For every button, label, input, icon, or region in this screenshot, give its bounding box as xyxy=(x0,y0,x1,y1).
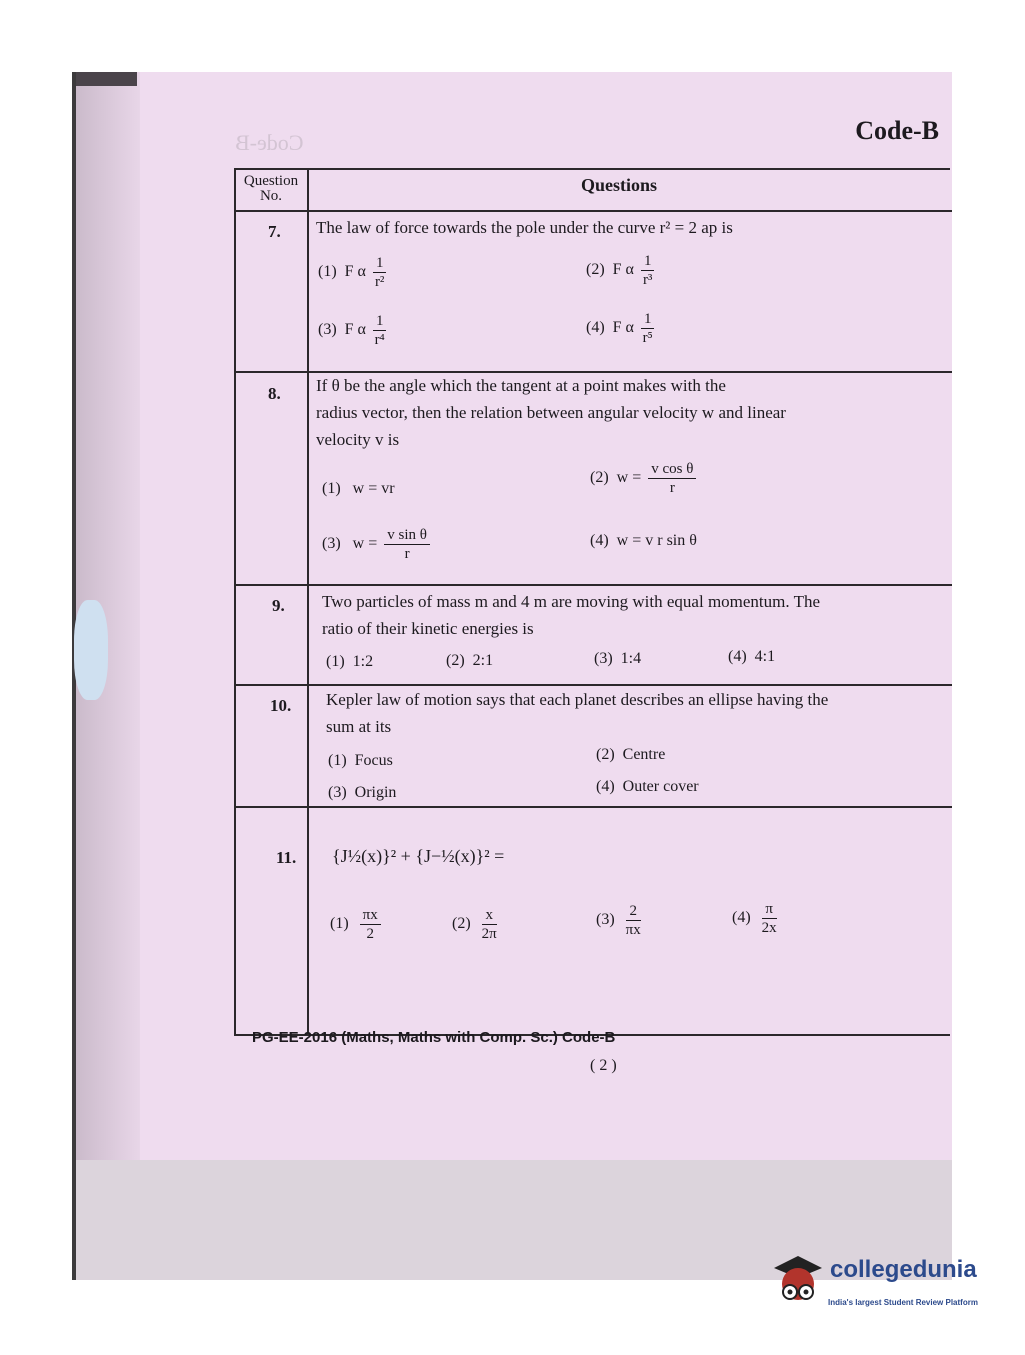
option-prefix: w = xyxy=(616,469,642,487)
collegedunia-logo xyxy=(770,1250,1000,1320)
fraction-numerator: π xyxy=(762,900,777,919)
option xyxy=(318,254,386,291)
option xyxy=(322,480,395,498)
option xyxy=(590,532,697,550)
option xyxy=(586,252,654,289)
option-prefix: w = xyxy=(352,535,378,553)
question-line: sum at its xyxy=(326,717,392,736)
fraction-denominator: r³ xyxy=(642,272,653,288)
option-label: (3) xyxy=(596,911,615,929)
option xyxy=(586,310,654,347)
column-header-question-no: Question No. xyxy=(243,173,299,204)
question-line: Two particles of mass m and 4 m are moving with equal momentum. The xyxy=(322,592,821,611)
option-label: (2) xyxy=(586,261,605,279)
paper-code: Code-B xyxy=(855,116,939,145)
option xyxy=(596,746,665,764)
option-label: (3) xyxy=(594,650,613,667)
option xyxy=(594,650,641,668)
scan-edge-bar xyxy=(72,72,137,86)
question-number: 10. xyxy=(270,696,292,715)
option-label: (1) xyxy=(326,653,345,670)
option-prefix: w = v r sin θ xyxy=(616,532,697,549)
fraction-denominator: 2 xyxy=(366,926,374,942)
option xyxy=(452,906,497,943)
fraction-denominator: r⁵ xyxy=(642,330,653,346)
fraction-numerator: x xyxy=(482,906,497,925)
option-label: (1) xyxy=(328,752,347,769)
fraction-denominator: πx xyxy=(625,922,641,938)
fraction-denominator: r⁴ xyxy=(374,332,385,348)
row-divider xyxy=(236,806,952,808)
option xyxy=(326,653,373,671)
option xyxy=(330,906,381,943)
option xyxy=(596,902,641,939)
option-prefix: F α xyxy=(344,263,366,281)
page-number: ( 2 ) xyxy=(590,1057,617,1074)
fraction-numerator: 2 xyxy=(626,902,641,921)
paper-footer: PG-EE-2016 (Maths, Maths with Comp. Sc.) Code-B xyxy=(252,1029,616,1046)
option-label: (4) xyxy=(728,648,747,665)
option-label: (4) xyxy=(596,778,615,795)
option-prefix: 2:1 xyxy=(472,652,494,669)
option-label: (4) xyxy=(590,532,609,549)
option-label: (4) xyxy=(732,909,751,927)
option-label: (1) xyxy=(330,915,349,933)
question-line: If θ be the angle which the tangent at a point makes with the xyxy=(316,376,726,395)
fraction-numerator: πx xyxy=(360,906,381,925)
option xyxy=(328,752,393,770)
fraction-denominator: 2π xyxy=(481,926,497,942)
option-prefix: Outer cover xyxy=(622,778,699,795)
fraction-numerator: v cos θ xyxy=(648,460,696,479)
fraction-numerator: 1 xyxy=(641,310,655,329)
option xyxy=(590,460,696,497)
option xyxy=(318,312,386,349)
column-header-questions: Questions xyxy=(581,175,658,195)
option-label: (3) xyxy=(328,784,347,801)
option-prefix: 4:1 xyxy=(754,648,776,665)
fraction-numerator: v sin θ xyxy=(384,526,430,545)
fraction-denominator: r xyxy=(669,480,675,496)
option-prefix: 1:4 xyxy=(620,650,642,667)
question-text: The law of force towards the pole under the curve r² = 2 ap is xyxy=(316,218,733,237)
option-prefix: F α xyxy=(612,261,634,279)
option-label: (2) xyxy=(446,652,465,669)
logo-wordmark: collegedunia xyxy=(830,1256,977,1283)
fraction-numerator: 1 xyxy=(373,254,387,273)
question-number: 11. xyxy=(276,848,297,867)
option-prefix: Focus xyxy=(354,752,393,769)
option-label: (2) xyxy=(596,746,615,763)
option-prefix: w = vr xyxy=(352,480,395,497)
option xyxy=(322,526,430,563)
question-text xyxy=(322,588,952,642)
fraction-denominator: r² xyxy=(374,274,385,290)
question-line: radius vector, then the relation between angular velocity w and linear xyxy=(316,403,786,422)
option xyxy=(728,648,775,666)
option-prefix: Centre xyxy=(622,746,666,763)
option-label: (4) xyxy=(586,319,605,337)
option-label: (2) xyxy=(590,469,609,487)
mascot-icon xyxy=(770,1250,826,1312)
question-line: velocity v is xyxy=(316,430,400,449)
row-divider xyxy=(236,584,952,586)
option-prefix: Origin xyxy=(354,784,397,801)
question-line: Kepler law of motion says that each planet describes an ellipse having the xyxy=(326,690,829,709)
header-row-divider xyxy=(236,210,952,212)
column-divider xyxy=(307,170,309,1034)
option-label: (1) xyxy=(322,480,341,497)
option-label: (1) xyxy=(318,263,337,281)
option xyxy=(328,784,396,802)
question-number: 9. xyxy=(272,596,285,615)
option-prefix: 1:2 xyxy=(352,653,374,670)
option xyxy=(732,900,777,937)
option-label: (3) xyxy=(322,535,341,553)
option-label: (2) xyxy=(452,915,471,933)
fraction-numerator: 1 xyxy=(373,312,387,331)
option-prefix: F α xyxy=(612,319,634,337)
question-text xyxy=(326,686,956,740)
fraction-numerator: 1 xyxy=(641,252,655,271)
fraction-denominator: r xyxy=(404,546,410,562)
question-number: 8. xyxy=(268,384,281,403)
ghost-code-mirror: Code-B xyxy=(235,130,304,155)
question-text xyxy=(316,372,946,453)
option xyxy=(596,778,699,796)
question-number: 7. xyxy=(268,222,281,241)
question-line: ratio of their kinetic energies is xyxy=(322,619,534,638)
option-label: (3) xyxy=(318,321,337,339)
option-prefix: F α xyxy=(344,321,366,339)
stamp-mark xyxy=(74,600,108,700)
logo-tagline: India's largest Student Review Platform xyxy=(828,1298,978,1307)
fraction-denominator: 2x xyxy=(761,920,777,936)
bessel-expression: {J½(x)}² + {J−½(x)}² = xyxy=(332,846,505,866)
option xyxy=(446,652,493,670)
